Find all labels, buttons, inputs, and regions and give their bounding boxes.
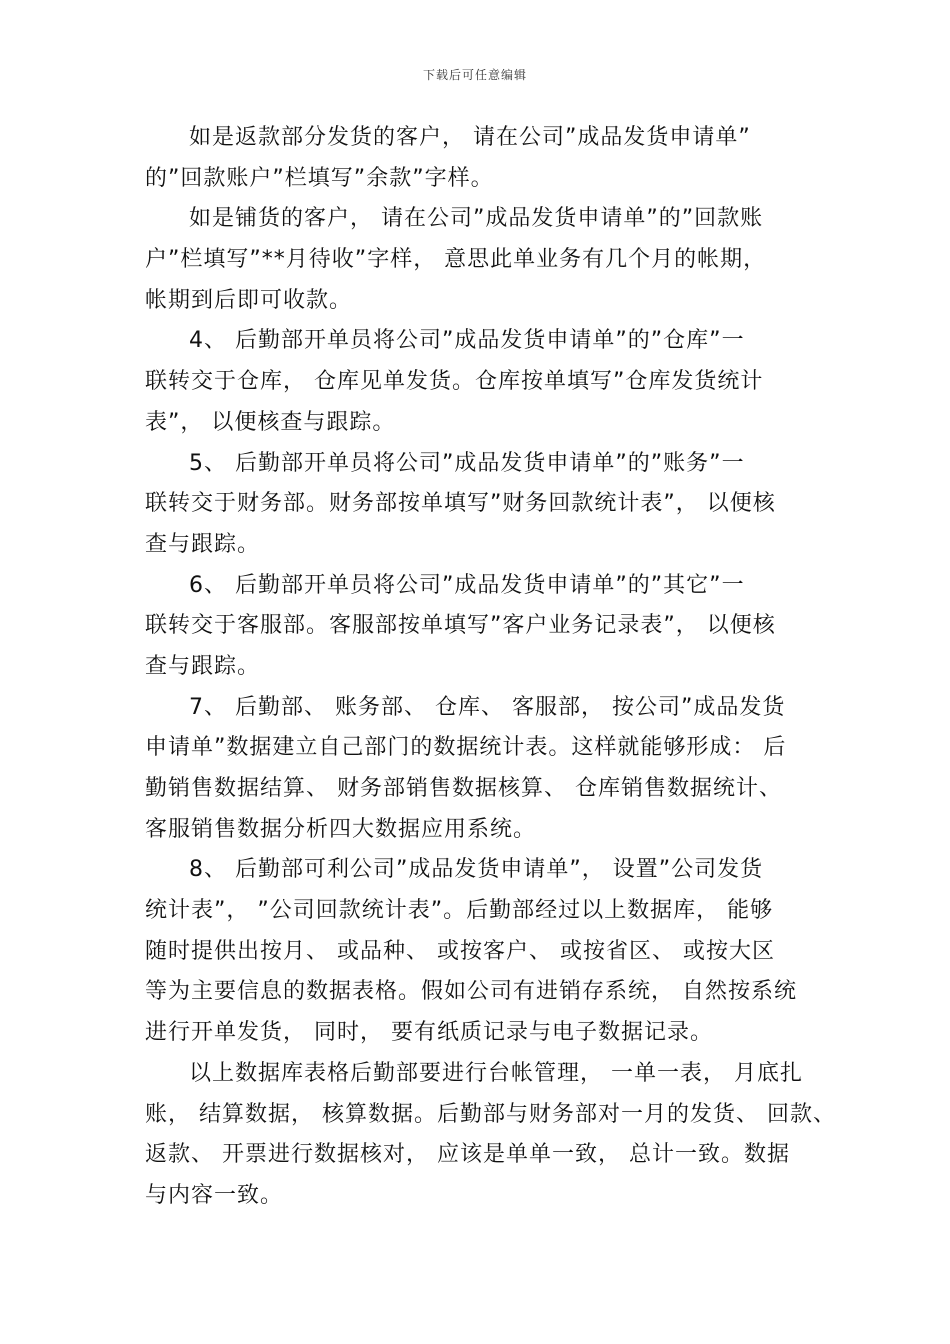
text-line: 如是铺货的客户， 请在公司”成品发货申请单”的”回款账 <box>189 206 764 232</box>
text-line: 7、 后勤部、 账务部、 仓库、 客服部， 按公司”成品发货 <box>189 694 786 720</box>
text-line: 进行开单发货， 同时， 要有纸质记录与电子数据记录。 <box>145 1020 713 1046</box>
text-line: 6、 后勤部开单员将公司”成品发货申请单”的”其它”一 <box>189 572 745 598</box>
text-line: 联转交于客服部。客服部按单填写”客户业务记录表”， 以便核 <box>145 613 776 639</box>
text-line: 帐期到后即可收款。 <box>145 287 353 313</box>
text-line: 返款、 开票进行数据核对， 应该是单单一致， 总计一致。数据 <box>145 1142 790 1168</box>
text-line: 申请单”数据建立自己部门的数据统计表。这样就能够形成： 后 <box>145 735 787 761</box>
paragraph <box>145 321 825 443</box>
paragraph <box>145 118 825 199</box>
document-body <box>145 118 836 1217</box>
text-line: 联转交于仓库， 仓库见单发货。仓库按单填写”仓库发货统计 <box>145 369 764 395</box>
text-line: 客服销售数据分析四大数据应用系统。 <box>145 816 537 842</box>
text-line: 8、 后勤部可利公司”成品发货申请单”， 设置”公司发货 <box>189 857 764 883</box>
text-line: 勤销售数据结算、 财务部销售数据核算、 仓库销售数据统计、 <box>145 776 782 801</box>
text-line: 的”回款账户”栏填写”余款”字样。 <box>145 165 494 191</box>
text-line: 4、 后勤部开单员将公司”成品发货申请单”的”仓库”一 <box>189 328 745 354</box>
page-header: 下载后可任意编辑 <box>422 68 527 82</box>
paragraph <box>145 1054 836 1217</box>
paragraph <box>145 566 825 688</box>
text-line: 查与跟踪。 <box>145 531 261 557</box>
paragraph <box>145 199 825 321</box>
text-line: 联转交于财务部。财务部按单填写”财务回款统计表”， 以便核 <box>145 491 776 517</box>
text-line: 户”栏填写”**月待收”字样， 意思此单业务有几个月的帐期， <box>145 247 767 273</box>
paragraph <box>145 688 825 851</box>
text-line: 以上数据库表格后勤部要进行台帐管理， 一单一表， 月底扎 <box>189 1060 803 1086</box>
text-line: 表”， 以便核查与跟踪。 <box>145 409 396 435</box>
text-line: 账， 结算数据， 核算数据。后勤部与财务部对一月的发货、 回款、 <box>145 1101 836 1127</box>
paragraph <box>145 444 825 566</box>
text-line: 5、 后勤部开单员将公司”成品发货申请单”的”账务”一 <box>189 450 745 476</box>
text-line: 随时提供出按月、 或品种、 或按客户、 或按省区、 或按大区 <box>145 938 775 964</box>
text-line: 查与跟踪。 <box>145 653 261 679</box>
text-line: 等为主要信息的数据表格。假如公司有进销存系统， 自然按系统 <box>145 979 797 1005</box>
text-line: 统计表”， ”公司回款统计表”。后勤部经过以上数据库， 能够 <box>145 898 774 924</box>
paragraph <box>145 850 825 1053</box>
text-line: 如是返款部分发货的客户， 请在公司”成品发货申请单” <box>189 125 751 150</box>
text-line: 与内容一致。 <box>145 1182 284 1208</box>
